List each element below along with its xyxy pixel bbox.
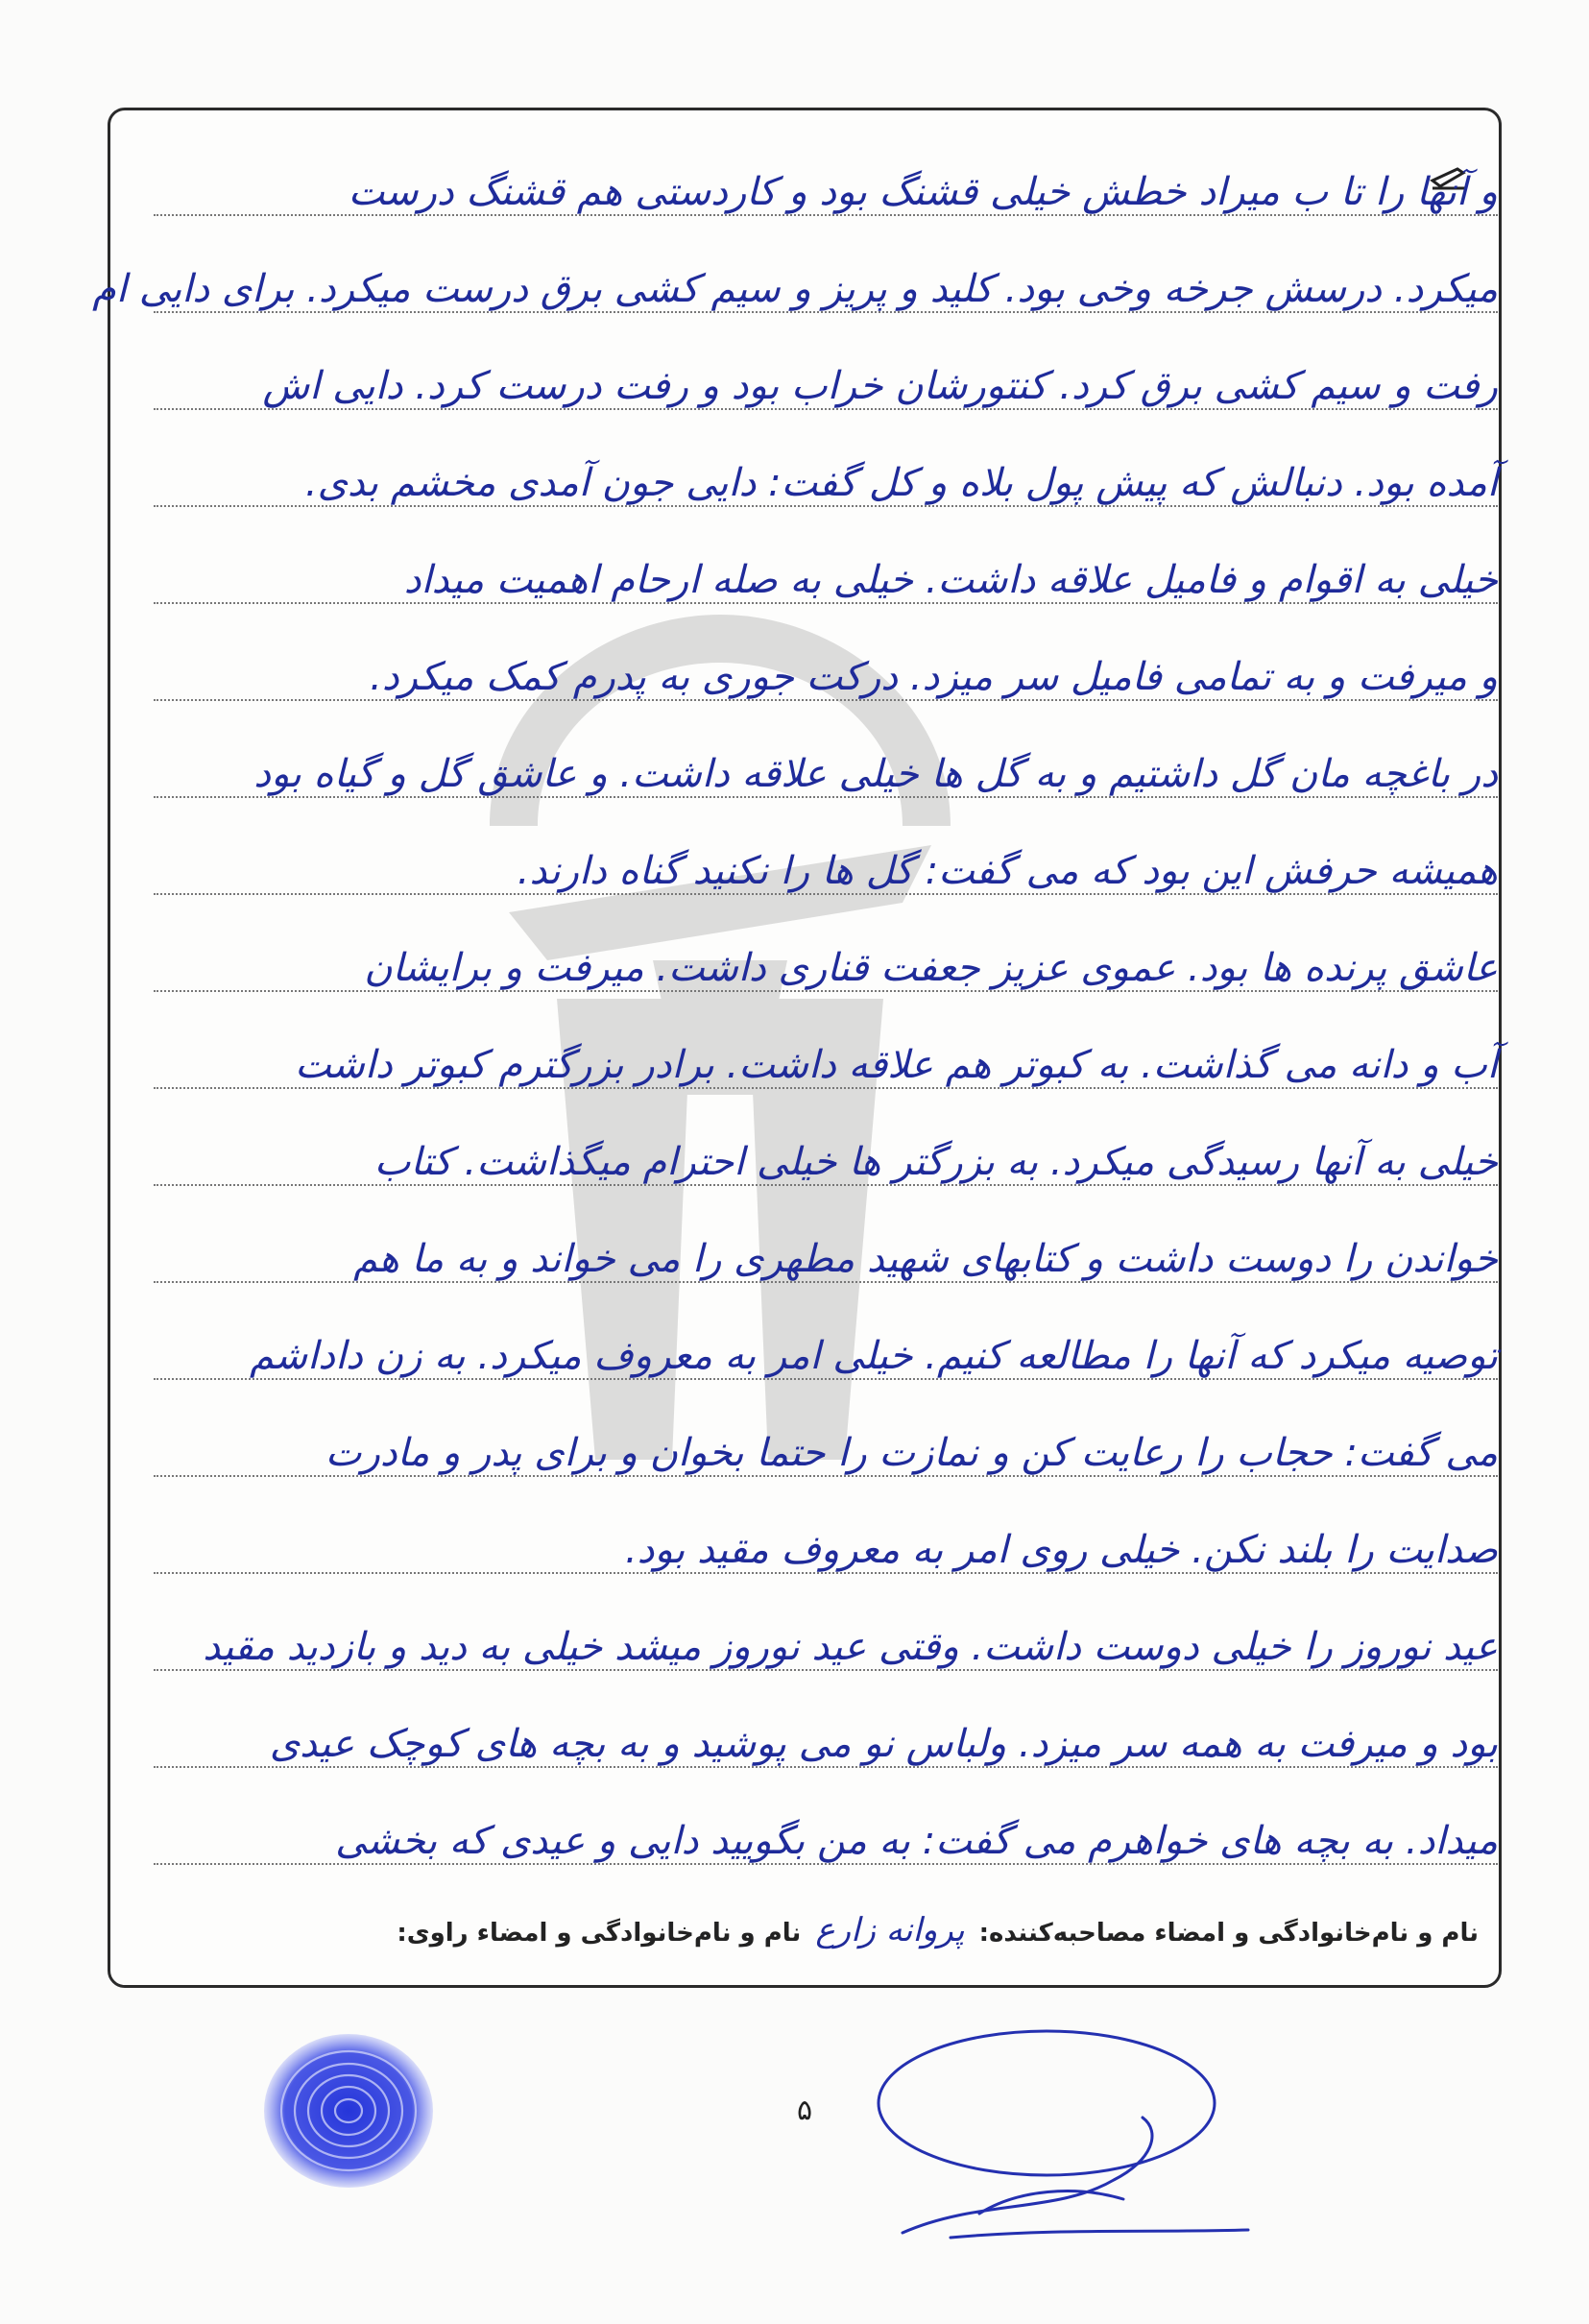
text-line: آمده بود. دنبالش که پیش پول بلاه و کل گفت: دایی جون آمدی مخشم بدی. [134, 435, 1498, 532]
interviewer-name: پروانه زارع [815, 1911, 965, 1949]
text-line: بود و میرفت به همه سر میزد. ولباس نو می پوشید و به بچه های کوچک عیدی [134, 1696, 1498, 1793]
handwritten-text-block [92, 144, 1498, 1890]
text-line: عاشق پرنده ها بود. عموی عزیز جعفت قناری داشت. میرفت و برایشان [134, 920, 1498, 1017]
text-line: خیلی به آنها رسیدگی میکرد. به بزرگتر ها خیلی احترام میگذاشت. کتاب [134, 1114, 1498, 1211]
fingerprint-stamp [257, 2026, 440, 2194]
text-line: و میرفت و به تمامی فامیل سر میزد. درکت جوری به پدرم کمک میکرد. [134, 629, 1498, 726]
text-line: در باغچه مان گل داشتیم و به گل ها خیلی علاقه داشت. و عاشق گل و گیاه بود [134, 726, 1498, 823]
text-line: همیشه حرفش این بود که می گفت: گل ها را نکنید گناه دارند. [134, 823, 1498, 920]
text-line: آب و دانه می گذاشت. به کبوتر هم علاقه داشت. برادر بزرگترم کبوتر داشت [134, 1017, 1498, 1114]
text-line: رفت و سیم کشی برق کرد. کنتورشان خراب بود و رفت درست کرد. دایی اش [134, 338, 1498, 435]
text-line: صدایت را بلند نکن. خیلی روی امر به معروف مقید بود. [134, 1502, 1498, 1599]
narrator-label: نام و نام‌خانوادگی و امضاء راوی: [397, 1919, 802, 1948]
page-number: ۵ [797, 2094, 813, 2127]
interviewer-label: نام و نام‌خانوادگی و امضاء مصاحبه‌کننده: [978, 1919, 1479, 1948]
handwritten-signature [864, 2007, 1267, 2257]
text-line: عید نوروز را خیلی دوست داشت. وقتی عید نوروز میشد خیلی به دید و بازدید مقید [134, 1599, 1498, 1696]
text-line: و آنها را تا ب میراد خطش خیلی قشنگ بود و کاردستی هم قشنگ درست [134, 144, 1498, 241]
text-line: خیلی به اقوام و فامیل علاقه داشت. خیلی به صله ارحام اهمیت میداد [134, 532, 1498, 629]
text-line: می گفت: حجاب را رعایت کن و نمازت را حتما بخوان و برای پدر و مادرت [134, 1405, 1498, 1502]
text-line: میداد. به بچه های خواهرم می گفت: به من بگویید دایی و عیدی که بخشی [134, 1793, 1498, 1890]
text-line: توصیه میکرد که آنها را مطالعه کنیم. خیلی امر به معروف میکرد. به زن داداشم [134, 1308, 1498, 1405]
signature-footer [125, 1901, 1479, 1959]
text-line: میکرد. درسش جرخه وخی بود. کلید و پریز و سیم کشی برق درست میکرد. برای دایی ام [134, 241, 1498, 338]
text-line: خواندن را دوست داشت و کتابهای شهید مطهری را می خواند و به ما هم [134, 1211, 1498, 1308]
